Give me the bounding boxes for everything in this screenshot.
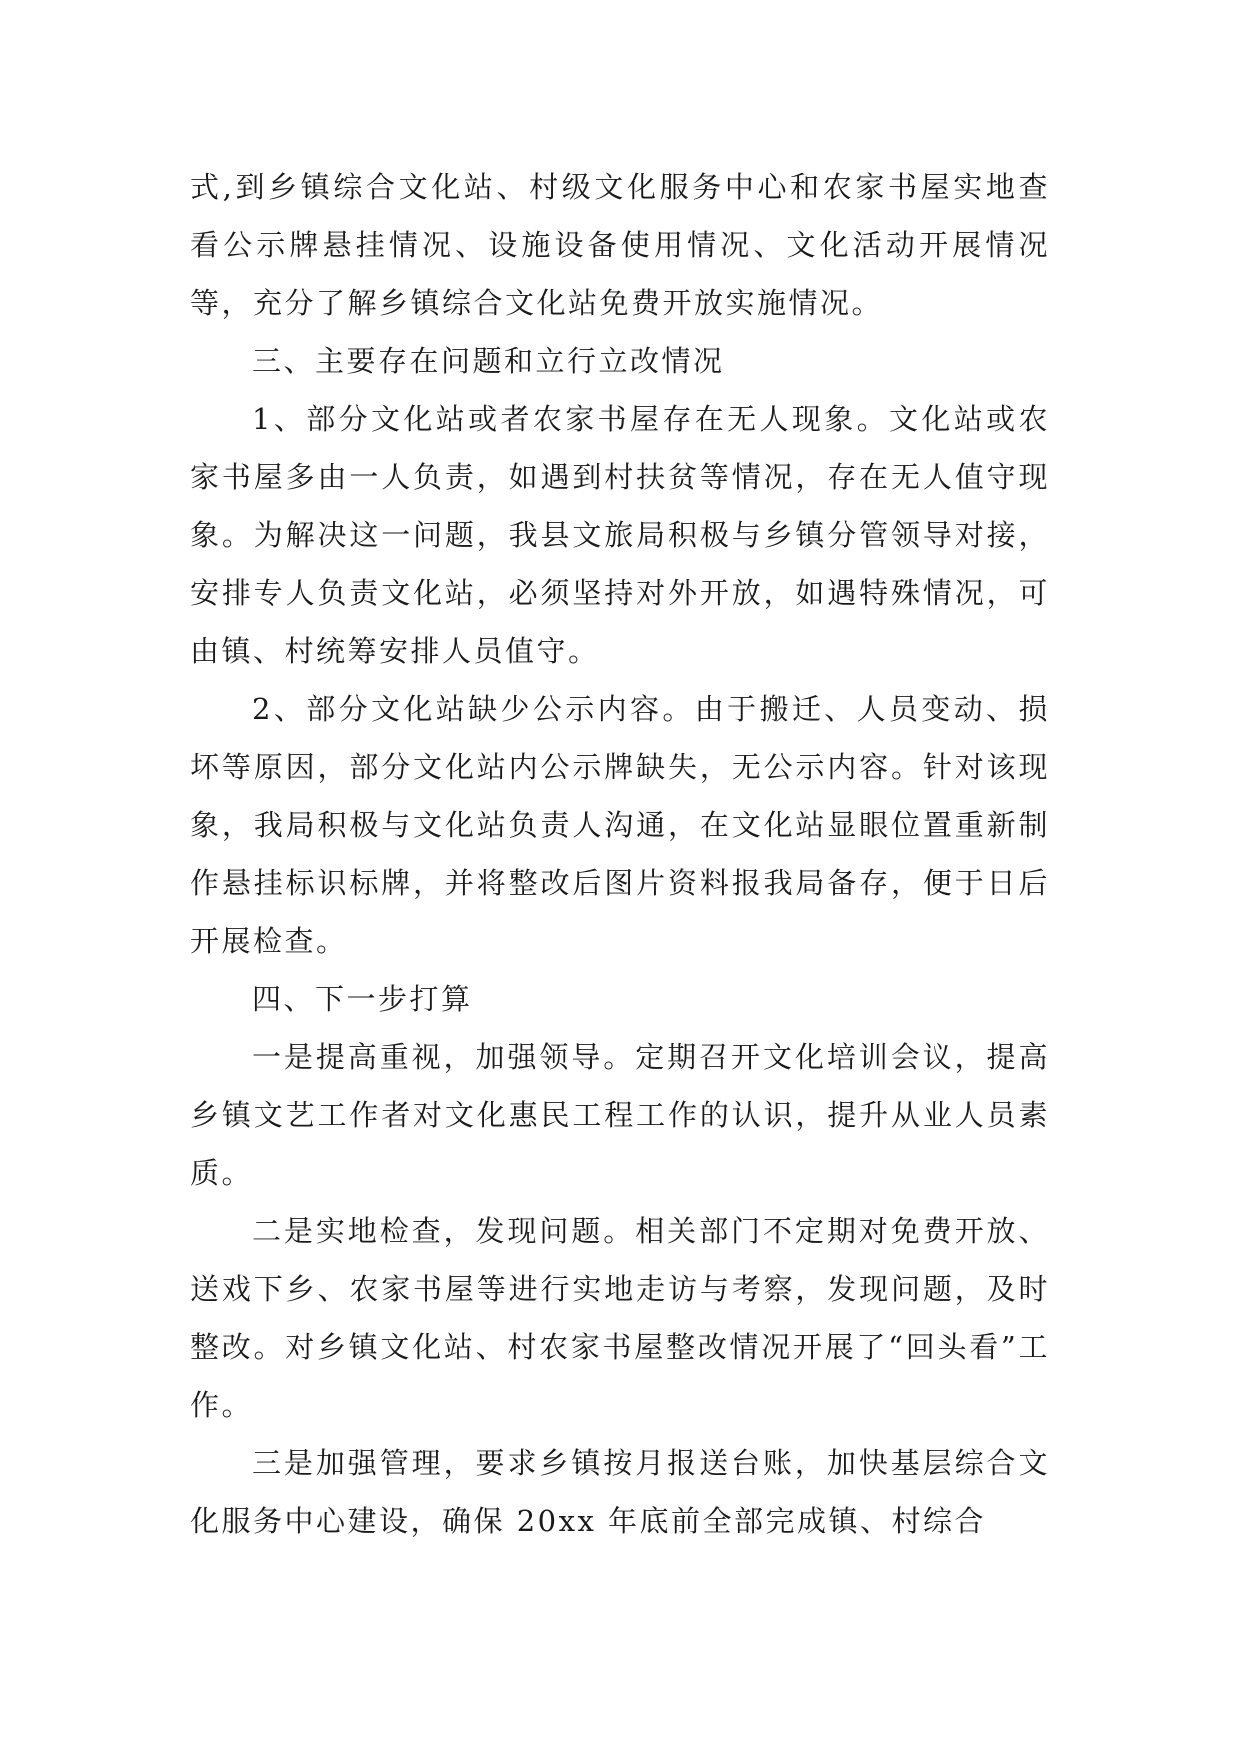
paragraph-issue-2: 2、部分文化站缺少公示内容。由于搬迁、人员变动、损坏等原因，部分文化站内公示牌缺失，无公示内容。针对该现象，我局积极与文化站负责人沟通，在文化站显眼位置重新制作悬挂标识标牌，并将整改后图片资料报我局备存，便于日后开展检查。 bbox=[190, 692, 1050, 958]
paragraph-step-3: 三是加强管理，要求乡镇按月报送台账，加快基层综合文化服务中心建设，确保 20xx 年底前全部完成镇、村综合 bbox=[190, 1446, 1050, 1538]
paragraph-issue-1: 1、部分文化站或者农家书屋存在无人现象。文化站或农家书屋多由一人负责，如遇到村扶贫等情况，存在无人值守现象。为解决这一问题，我县文旅局积极与乡镇分管领导对接，安排专人负责文化站，必须坚持对外开放，如遇特殊情况，可由镇、村统筹安排人员值守。 bbox=[190, 402, 1050, 668]
paragraph-step-2: 二是实地检查，发现问题。相关部门不定期对免费开放、送戏下乡、农家书屋等进行实地走访与考察，发现问题，及时整改。对乡镇文化站、村农家书屋整改情况开展了“回头看”工作。 bbox=[190, 1214, 1050, 1422]
paragraph-continuation: 式,到乡镇综合文化站、村级文化服务中心和农家书屋实地查看公示牌悬挂情况、设施设备使用情况、文化活动开展情况等，充分了解乡镇综合文化站免费开放实施情况。 bbox=[190, 170, 1050, 320]
paragraph-step-1: 一是提高重视，加强领导。定期召开文化培训会议，提高乡镇文艺工作者对文化惠民工程工作的认识，提升从业人员素质。 bbox=[190, 1040, 1050, 1190]
document-body bbox=[190, 158, 1050, 1550]
section-heading-next-steps: 四、下一步打算 bbox=[252, 982, 473, 1016]
section-heading-problems: 三、主要存在问题和立行立改情况 bbox=[252, 344, 725, 378]
